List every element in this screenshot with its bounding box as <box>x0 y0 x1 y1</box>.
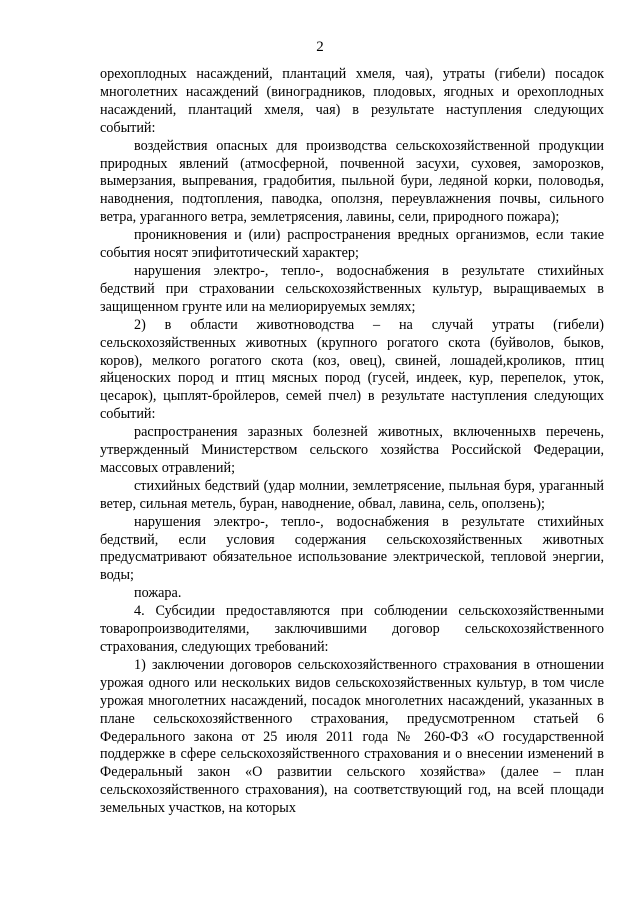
page-number: 2 <box>316 39 324 55</box>
document-body <box>100 66 604 818</box>
paragraph: воздействия опасных для производства сельскохозяйственной продукции природных явлений (атмосферной, почвенной засухи, суховея, заморозков, вымерзания, выпревания, градобития, пыльной бури, ледяной корки, половодья, наводнения, подтопления, паводка, оползня, переувлажнения почвы, сильного ветра, ураганного ветра, землетрясения, лавины, сели, природного пожара); <box>100 137 604 226</box>
paragraph: стихийных бедствий (удар молнии, землетрясение, пыльная буря, ураганный ветер, сильная метель, буран, наводнение, обвал, лавина, сель, оползень); <box>100 477 604 512</box>
paragraph: 4. Субсидии предоставляются при соблюдении сельскохозяйственными товаропроизводителями, заключившими договор сельскохозяйственного страхования, следующих требований: <box>100 603 604 655</box>
paragraph: 2) в области животноводства – на случай утраты (гибели) сельскохозяйственных животных (крупного рогатого скота (буйволов, быков, коров), мелкого рогатого скота (коз, овец), свиней, лошадей,кроликов, птиц яйценоских пород и птиц мясных пород (гусей, индеек, кур, перепелок, уток, цесарок), цыплят-бройлеров, семей пчел) в результате наступления следующих событий: <box>100 316 604 423</box>
paragraph: 1) заключении договоров сельскохозяйственного страхования в отношении урожая одного или нескольких видов сельскохозяйственных культур, в том числе урожая многолетних насаждений, посадок многолетних насаждений, указанных в плане сельскохозяйственного страхования, предусмотренном статьей 6 Федерального закона от 25 июля 2011 года № 260-ФЗ «О государственной поддержке в сфере сельскохозяйственного страхования и о внесении изменений в Федеральный закон «О развитии сельского хозяйства» (далее – план сельскохозяйственного страхования), на соответствующий год, на всей площади земельных участков, на которых <box>100 656 604 817</box>
paragraph: распространения заразных болезней животных, включенныхв перечень, утвержденный Министерством сельского хозяйства Российской Федерации, массовых отравлений; <box>100 424 604 476</box>
paragraph: орехоплодных насаждений, плантаций хмеля, чая), утраты (гибели) посадок многолетних насаждений (виноградников, плодовых, ягодных и орехоплодных насаждений, плантаций хмеля, чая) в результате наступления следующих событий: <box>100 66 604 136</box>
paragraph: пожара. <box>134 585 182 602</box>
paragraph: проникновения и (или) распространения вредных организмов, если такие события носят эпифитотический характер; <box>100 227 604 262</box>
paragraph: нарушения электро-, тепло-, водоснабжения в результате стихийных бедствий при страховании сельскохозяйственных культур, выращиваемых в защищенном грунте или на мелиорируемых землях; <box>100 262 604 315</box>
paragraph: нарушения электро-, тепло-, водоснабжения в результате стихийных бедствий, если условия содержания сельскохозяйственных животных предусматривают обязательное использование электрической, тепловой энергии, воды; <box>100 513 604 584</box>
